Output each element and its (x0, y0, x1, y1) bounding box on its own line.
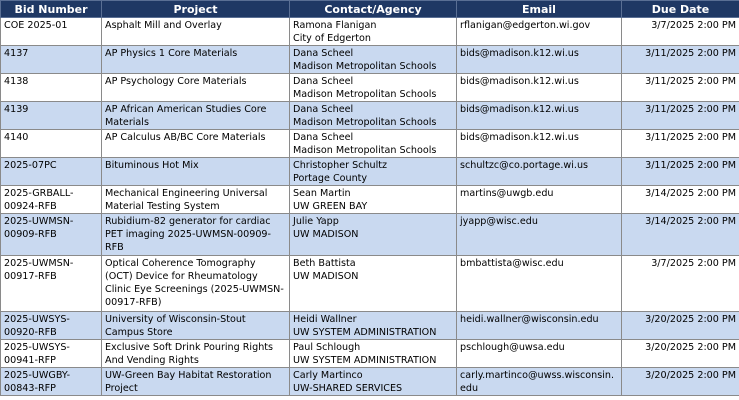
project-cell[interactable]: AP African American Studies Core Materials (102, 102, 290, 130)
project-cell[interactable]: Mechanical Engineering Universal Material Testing System (102, 186, 290, 214)
contact-name: Sean Martin (293, 188, 351, 199)
contact-name: Julie Yapp (293, 216, 339, 227)
project-cell[interactable]: University of Wisconsin-Stout Campus Store (102, 312, 290, 340)
due-date-cell[interactable]: 3/11/2025 2:00 PM (622, 74, 739, 102)
table-row (1, 186, 739, 214)
bid-number-cell[interactable]: 2025-GRBALL-00924-RFB (1, 186, 102, 214)
header-email[interactable]: Email (457, 1, 622, 18)
agency-name: Madison Metropolitan Schools (293, 61, 437, 72)
bid-number-cell[interactable]: 4140 (1, 130, 102, 158)
email-cell[interactable]: pschlough@uwsa.edu (457, 340, 622, 368)
contact-name: Carly Martinco (293, 370, 363, 381)
due-date-cell[interactable]: 3/11/2025 2:00 PM (622, 130, 739, 158)
email-cell[interactable]: heidi.wallner@wisconsin.edu (457, 312, 622, 340)
project-cell[interactable]: Exclusive Soft Drink Pouring Rights And Vending Rights (102, 340, 290, 368)
agency-name: UW MADISON (293, 229, 359, 240)
header-bid-number[interactable]: Bid Number (1, 1, 102, 18)
email-cell[interactable]: schultzc@co.portage.wi.us (457, 158, 622, 186)
agency-name: UW SYSTEM ADMINISTRATION (293, 327, 437, 338)
bid-number-cell[interactable]: 2025-07PC (1, 158, 102, 186)
contact-agency-cell[interactable] (290, 130, 457, 158)
table-row (1, 256, 739, 312)
project-cell[interactable]: Asphalt Mill and Overlay (102, 18, 290, 46)
bid-number-cell[interactable]: 4137 (1, 46, 102, 74)
agency-name: UW SYSTEM ADMINISTRATION (293, 355, 437, 366)
project-cell[interactable]: Rubidium-82 generator for cardiac PET imaging 2025-UWMSN-00909-RFB (102, 214, 290, 256)
contact-agency-cell[interactable] (290, 368, 457, 396)
contact-agency-cell[interactable] (290, 312, 457, 340)
contact-agency-cell[interactable] (290, 158, 457, 186)
agency-name: Madison Metropolitan Schools (293, 89, 437, 100)
due-date-cell[interactable]: 3/11/2025 2:00 PM (622, 102, 739, 130)
agency-name: UW MADISON (293, 271, 359, 282)
due-date-cell[interactable]: 3/7/2025 2:00 PM (622, 256, 739, 312)
table-row (1, 340, 739, 368)
agency-name: Portage County (293, 173, 368, 184)
due-date-cell[interactable]: 3/11/2025 2:00 PM (622, 46, 739, 74)
contact-name: Dana Scheel (293, 104, 354, 115)
header-contact-agency[interactable]: Contact/Agency (290, 1, 457, 18)
bid-number-cell[interactable]: 2025-UWGBY-00843-RFP (1, 368, 102, 396)
bid-number-cell[interactable]: 4139 (1, 102, 102, 130)
email-cell[interactable]: bids@madison.k12.wi.us (457, 74, 622, 102)
email-cell[interactable]: bids@madison.k12.wi.us (457, 130, 622, 158)
contact-agency-cell[interactable] (290, 340, 457, 368)
contact-name: Heidi Wallner (293, 314, 357, 325)
contact-agency-cell[interactable] (290, 256, 457, 312)
bid-number-cell[interactable]: 2025-UWSYS-00920-RFB (1, 312, 102, 340)
due-date-cell[interactable]: 3/20/2025 2:00 PM (622, 312, 739, 340)
contact-name: Dana Scheel (293, 132, 354, 143)
due-date-cell[interactable]: 3/20/2025 2:00 PM (622, 368, 739, 396)
table-row (1, 102, 739, 130)
agency-name: Madison Metropolitan Schools (293, 117, 437, 128)
table-row (1, 18, 739, 46)
contact-name: Christopher Schultz (293, 160, 388, 171)
table-row (1, 74, 739, 102)
contact-agency-cell[interactable] (290, 74, 457, 102)
table-row (1, 312, 739, 340)
project-cell[interactable]: Optical Coherence Tomography (OCT) Device for Rheumatology Clinic Eye Screenings (2025-UWMSN-00917-RFB) (102, 256, 290, 312)
email-cell[interactable]: bids@madison.k12.wi.us (457, 46, 622, 74)
header-row (1, 1, 739, 18)
email-cell[interactable]: carly.martinco@uwss.wisconsin.edu (457, 368, 622, 396)
contact-agency-cell[interactable] (290, 18, 457, 46)
contact-name: Beth Battista (293, 258, 356, 269)
project-cell[interactable]: AP Psychology Core Materials (102, 74, 290, 102)
contact-agency-cell[interactable] (290, 46, 457, 74)
bid-number-cell[interactable]: 2025-UWMSN-00909-RFB (1, 214, 102, 256)
contact-agency-cell[interactable] (290, 102, 457, 130)
bid-number-cell[interactable]: 2025-UWMSN-00917-RFB (1, 256, 102, 312)
table-row (1, 214, 739, 256)
email-cell[interactable]: jyapp@wisc.edu (457, 214, 622, 256)
agency-name: UW GREEN BAY (293, 201, 368, 212)
contact-agency-cell[interactable] (290, 214, 457, 256)
project-cell[interactable]: Bituminous Hot Mix (102, 158, 290, 186)
bid-number-cell[interactable]: 4138 (1, 74, 102, 102)
due-date-cell[interactable]: 3/20/2025 2:00 PM (622, 340, 739, 368)
table-row (1, 46, 739, 74)
agency-name: Madison Metropolitan Schools (293, 145, 437, 156)
project-cell[interactable]: UW-Green Bay Habitat Restoration Project (102, 368, 290, 396)
due-date-cell[interactable]: 3/11/2025 2:00 PM (622, 158, 739, 186)
table-row (1, 368, 739, 396)
project-cell[interactable]: AP Physics 1 Core Materials (102, 46, 290, 74)
table-row (1, 130, 739, 158)
header-due-date[interactable]: Due Date (622, 1, 739, 18)
table-row (1, 158, 739, 186)
agency-name: City of Edgerton (293, 33, 371, 44)
email-cell[interactable]: martins@uwgb.edu (457, 186, 622, 214)
bid-number-cell[interactable]: COE 2025-01 (1, 18, 102, 46)
contact-agency-cell[interactable] (290, 186, 457, 214)
due-date-cell[interactable]: 3/14/2025 2:00 PM (622, 214, 739, 256)
header-project[interactable]: Project (102, 1, 290, 18)
due-date-cell[interactable]: 3/14/2025 2:00 PM (622, 186, 739, 214)
email-cell[interactable]: rflanigan@edgerton.wi.gov (457, 18, 622, 46)
agency-name: UW-SHARED SERVICES (293, 383, 403, 394)
email-cell[interactable]: bids@madison.k12.wi.us (457, 102, 622, 130)
contact-name: Dana Scheel (293, 76, 354, 87)
email-cell[interactable]: bmbattista@wisc.edu (457, 256, 622, 312)
due-date-cell[interactable]: 3/7/2025 2:00 PM (622, 18, 739, 46)
contact-name: Dana Scheel (293, 48, 354, 59)
project-cell[interactable]: AP Calculus AB/BC Core Materials (102, 130, 290, 158)
contact-name: Paul Schlough (293, 342, 361, 353)
bid-number-cell[interactable]: 2025-UWSYS-00941-RFP (1, 340, 102, 368)
contact-name: Ramona Flanigan (293, 20, 377, 31)
